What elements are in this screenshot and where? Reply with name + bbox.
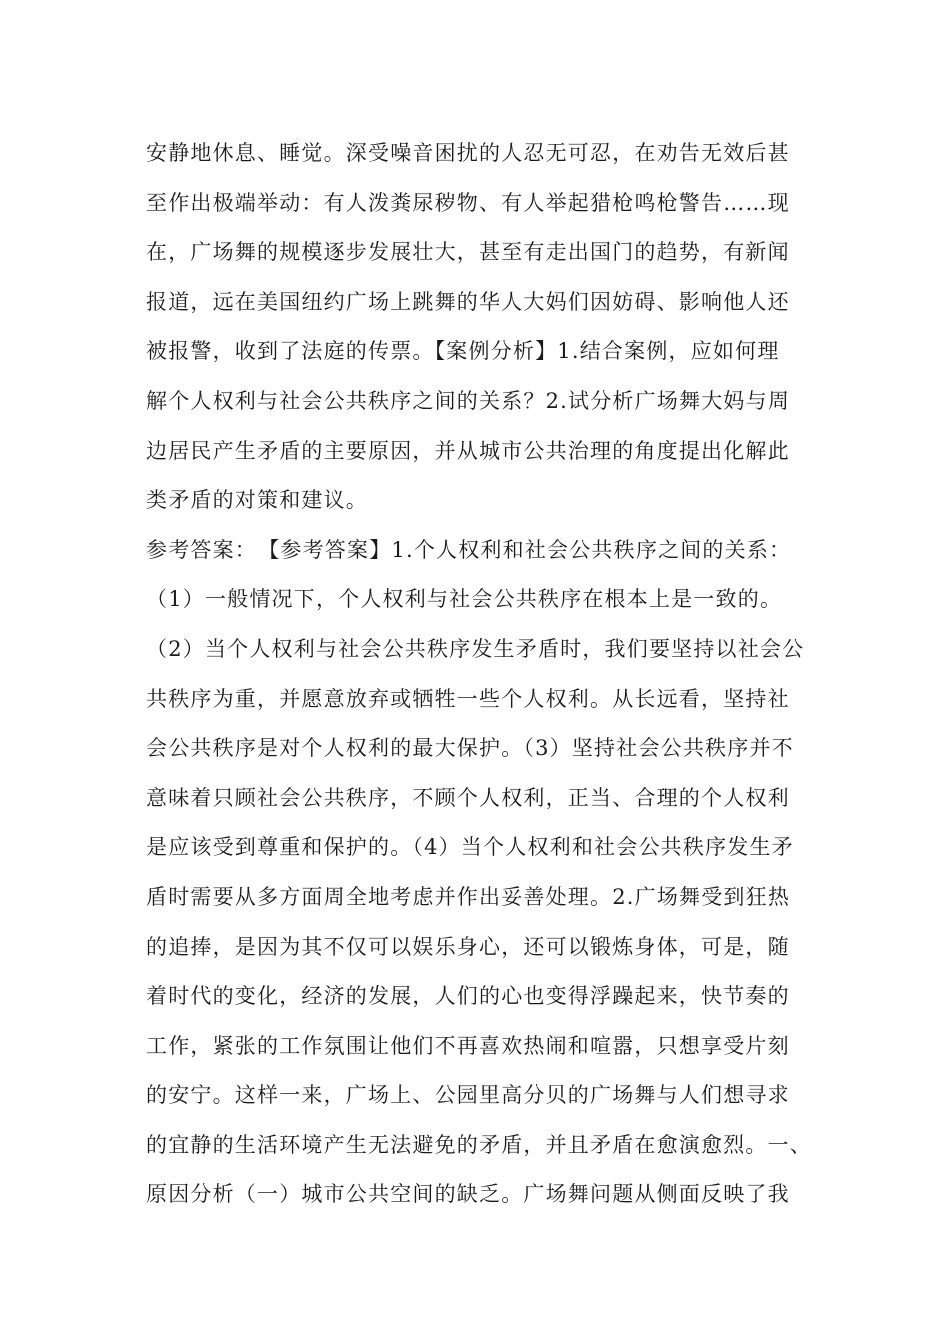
body-text [146,133,826,1224]
text-line: 着时代的变化，经济的发展，人们的心也变得浮躁起来，快节奏的 [146,984,790,1009]
text-line: 共秩序为重，并愿意放弃或牺牲一些个人权利。从长远看，坚持社 [146,686,790,711]
text-line: （2）当个人权利与社会公共秩序发生矛盾时，我们要坚持以社会公 [146,636,805,661]
text-line: 的安宁。这样一来，广场上、公园里高分贝的广场舞与人们想寻求 [146,1083,790,1108]
text-line: 至作出极端举动：有人泼粪尿秽物、有人举起猎枪鸣枪警告……现 [146,190,790,215]
text-line: 原因分析（一）城市公共空间的缺乏。广场舞问题从侧面反映了我 [146,1182,790,1207]
text-line: 解个人权利与社会公共秩序之间的关系？2.试分析广场舞大妈与周 [146,388,791,413]
text-line: 是应该受到尊重和保护的。（4）当个人权利和社会公共秩序发生矛 [146,835,794,860]
answer-heading-line: 参考答案： 【参考答案】1.个人权利和社会公共秩序之间的关系： [146,537,792,562]
text-line: 被报警，收到了法庭的传票。【案例分析】1.结合案例，应如何理 [146,339,780,364]
text-line: 工作，紧张的工作氛围让他们不再喜欢热闹和喧嚣，只想享受片刻 [146,1033,790,1058]
text-line: 边居民产生矛盾的主要原因，并从城市公共治理的角度提出化解此 [146,438,790,463]
text-line: 类矛盾的对策和建议。 [146,488,368,513]
text-line: 的追捧，是因为其不仅可以娱乐身心，还可以锻炼身体，可是，随 [146,934,790,959]
text-line: 盾时需要从多方面周全地考虑并作出妥善处理。2.广场舞受到狂热 [146,884,791,909]
text-line: 意味着只顾社会公共秩序，不顾个人权利，正当、合理的个人权利 [146,785,790,810]
text-line: 报道，远在美国纽约广场上跳舞的华人大妈们因妨碍、影响他人还 [146,289,790,314]
text-line: （1）一般情况下，个人权利与社会公共秩序在根本上是一致的。 [146,587,783,612]
text-line: 的宜静的生活环境产生无法避免的矛盾，并且矛盾在愈演愈烈。一、 [146,1132,812,1157]
text-line: 会公共秩序是对个人权利的最大保护。（3）坚持社会公共秩序并不 [146,736,794,761]
text-line: 在，广场舞的规模逐步发展壮大，甚至有走出国门的趋势，有新闻 [146,240,790,265]
text-line: 安静地休息、睡觉。深受噪音困扰的人忍无可忍，在劝告无效后甚 [146,141,790,165]
